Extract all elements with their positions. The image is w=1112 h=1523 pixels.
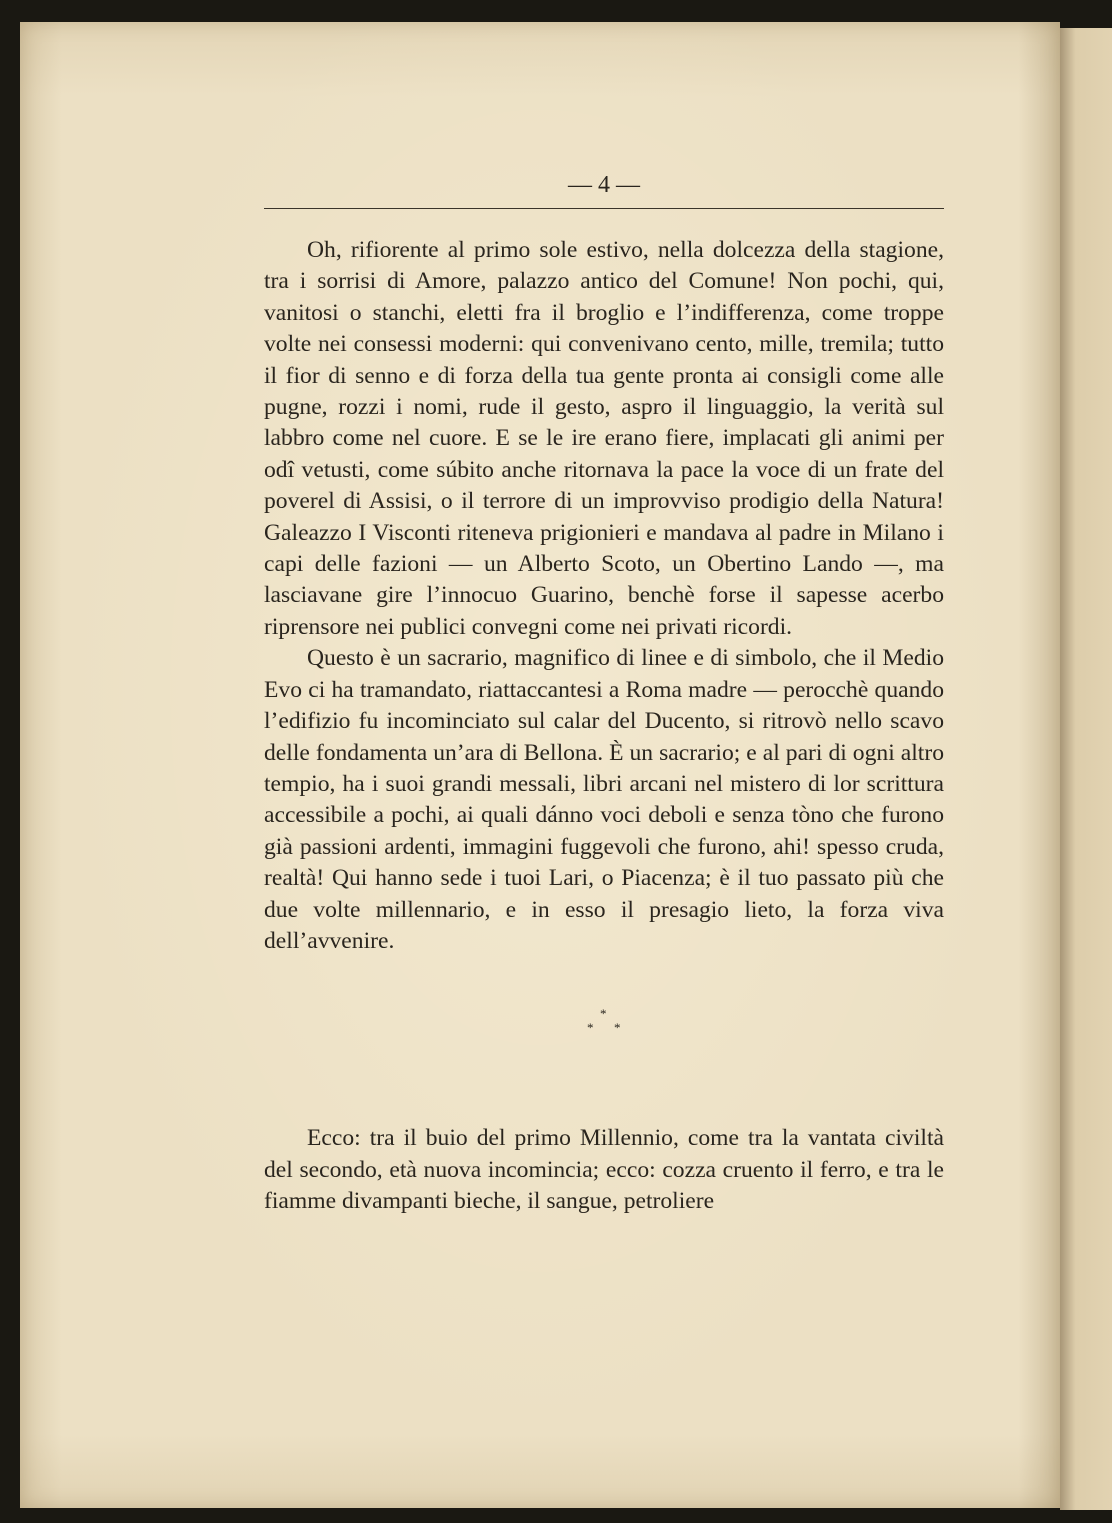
paragraph-1: Oh, rifiorente al primo sole estivo, nella dolcezza della stagione, tra i sorrisi di Amore, palazzo antico del Comune! Non pochi, qui, vanitosi o stanchi, eletti fra il broglio e l’indifferenza, come troppe volte nei consessi moderni: qui convenivano cento, mille, tremila; tutto il fior di senno e di forza della tua gente pronta ai consigli come alle pugne, rozzi i nomi, rude il gesto, aspro il linguaggio, la verità sul labbro come nel cuore. E se le ire erano fiere, implacati gli animi per odî vetusti, come súbito anche ritornava la pace la voce di un frate del poverel di Assisi, o il terrore di un improvviso prodigio della Natura! Galeazzo I Visconti riteneva prigionieri e mandava al padre in Milano i capi delle fazioni — un Alberto Scoto, un Obertino Lando —, ma lasciavane gire l’innocuo Guarino, benchè forse il sapesse acerbo riprensore nei publici convegni come nei privati ricordi. [264,237,944,640]
adjacent-page-edge [1060,28,1112,1510]
asterism-star: * [600,1006,607,1022]
asterism-ornament [264,1001,944,1061]
asterism-star: * [587,1020,594,1036]
page-number: — 4 — [568,172,640,198]
asterism-star: * [614,1020,621,1036]
page-text-block [264,170,944,1218]
paragraph-2: Questo è un sacrario, magnifico di linee e di simbolo, che il Medio Evo ci ha tramandato, riattaccantesi a Roma madre — perocchè quando l’edifizio fu incominciato sul calar del Ducento, si ritrovò nello scavo delle fondamenta un’ara di Bellona. È un sacrario; e al pari di ogni altro tempio, ha i suoi grandi messali, libri arcani nel mistero di lor scrittura accessibile a pochi, ai quali dánno voci deboli e senza tòno che furono già passioni ardenti, immagini fuggevoli che furono, ahi! spesso cruda, realtà! Qui hanno sede i tuoi Lari, o Piacenza; è il tuo passato più che due volte millennario, e in esso il presagio lieto, la forza viva dell’avvenire. [264,645,944,954]
paragraph-3: Ecco: tra il buio del primo Millennio, come tra la vantata civiltà del secondo, età nuova incomincia; ecco: cozza cruento il ferro, e tra le fiamme divampanti bieche, il sangue, petroliere [264,1125,944,1215]
header-rule [264,208,944,209]
